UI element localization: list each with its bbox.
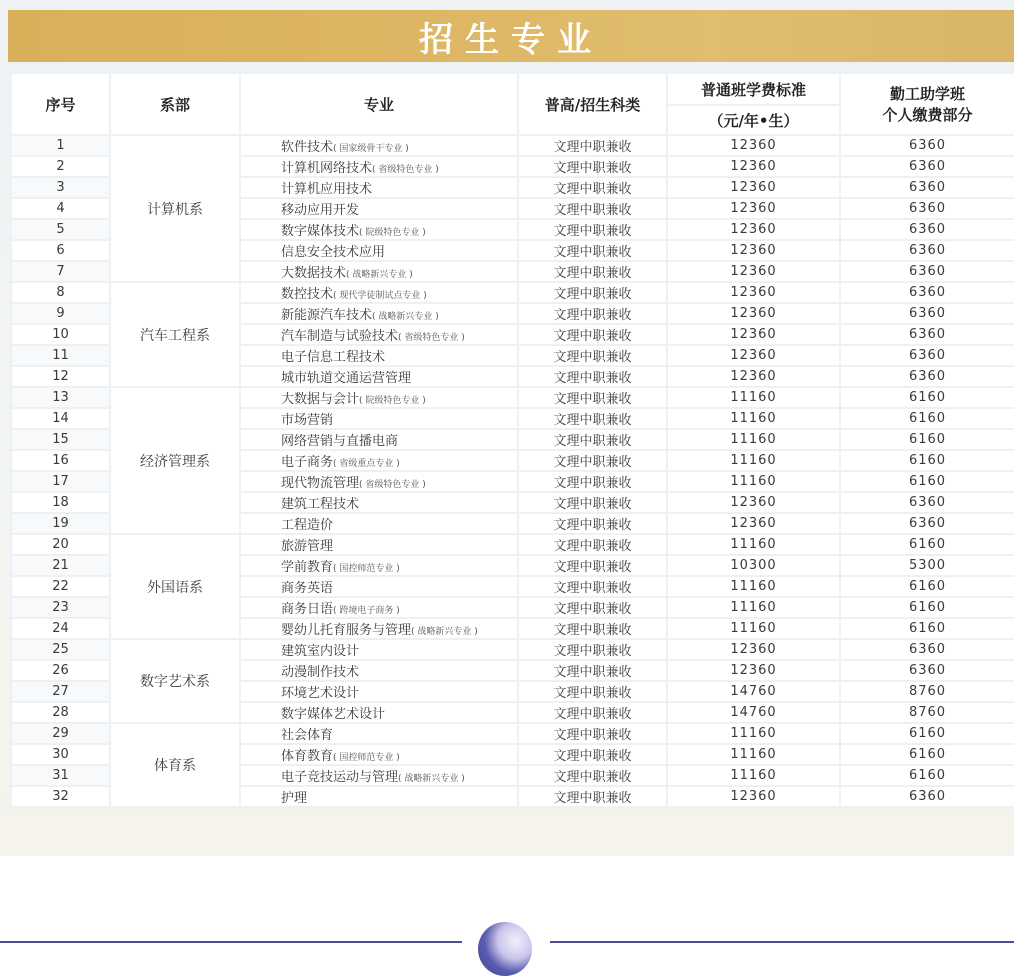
major-cell [240, 618, 518, 639]
tuition-cell: 11160 [667, 408, 840, 429]
major-cell [240, 282, 518, 303]
major-name: 婴幼儿托育服务与管理 [281, 623, 412, 638]
workstudy-cell: 6160 [840, 723, 1014, 744]
category-cell: 文理中职兼收 [518, 744, 667, 765]
tuition-cell: 14760 [667, 681, 840, 702]
major-cell [240, 303, 518, 324]
major-name: 大数据与会计 [281, 392, 360, 407]
category-cell: 文理中职兼收 [518, 450, 667, 471]
tuition-cell: 12360 [667, 240, 840, 261]
row-index: 12 [11, 366, 110, 387]
tuition-cell: 14760 [667, 702, 840, 723]
major-cell [240, 639, 518, 660]
tuition-cell: 10300 [667, 555, 840, 576]
workstudy-cell: 8760 [840, 702, 1014, 723]
footer-divider-left [0, 941, 462, 943]
row-index: 6 [11, 240, 110, 261]
category-cell: 文理中职兼收 [518, 660, 667, 681]
workstudy-cell: 5300 [840, 555, 1014, 576]
tuition-cell: 11160 [667, 534, 840, 555]
tuition-cell: 12360 [667, 492, 840, 513]
major-note: ( 战略新兴专业 ) [411, 627, 478, 637]
major-note: ( 国控师范专业 ) [333, 564, 400, 574]
category-cell: 文理中职兼收 [518, 240, 667, 261]
department-cell: 经济管理系 [110, 387, 240, 534]
row-index: 18 [11, 492, 110, 513]
major-name: 工程造价 [281, 518, 334, 533]
category-cell: 文理中职兼收 [518, 282, 667, 303]
major-cell [240, 702, 518, 723]
tuition-cell: 12360 [667, 786, 840, 807]
header-workstudy-line2: 个人缴费部分 [882, 106, 973, 124]
category-cell: 文理中职兼收 [518, 135, 667, 156]
tuition-cell: 11160 [667, 597, 840, 618]
category-cell: 文理中职兼收 [518, 261, 667, 282]
tuition-cell: 12360 [667, 303, 840, 324]
workstudy-cell: 6160 [840, 387, 1014, 408]
table-row [11, 534, 1014, 555]
majors-table [10, 72, 1014, 808]
row-index: 16 [11, 450, 110, 471]
row-index: 30 [11, 744, 110, 765]
row-index: 15 [11, 429, 110, 450]
row-index: 26 [11, 660, 110, 681]
tuition-cell: 11160 [667, 744, 840, 765]
footer-ornament [478, 922, 532, 976]
workstudy-cell: 6360 [840, 513, 1014, 534]
workstudy-cell: 6160 [840, 597, 1014, 618]
workstudy-cell: 6160 [840, 471, 1014, 492]
major-name: 学前教育 [281, 560, 334, 575]
category-cell: 文理中职兼收 [518, 303, 667, 324]
major-note: ( 省级特色专业 ) [398, 333, 465, 343]
major-name: 体育教育 [281, 749, 334, 764]
header-category: 普高/招生科类 [518, 73, 667, 135]
tuition-cell: 12360 [667, 219, 840, 240]
major-note: ( 国控师范专业 ) [333, 753, 400, 763]
workstudy-cell: 6360 [840, 261, 1014, 282]
workstudy-cell: 6360 [840, 303, 1014, 324]
workstudy-cell: 6360 [840, 282, 1014, 303]
category-cell: 文理中职兼收 [518, 324, 667, 345]
row-index: 10 [11, 324, 110, 345]
major-note: ( 跨境电子商务 ) [333, 606, 400, 616]
workstudy-cell: 6360 [840, 324, 1014, 345]
major-name: 动漫制作技术 [281, 665, 360, 680]
tuition-cell: 12360 [667, 261, 840, 282]
major-cell [240, 429, 518, 450]
category-cell: 文理中职兼收 [518, 408, 667, 429]
header-tuition: 普通班学费标准 [667, 73, 840, 105]
workstudy-cell: 6360 [840, 345, 1014, 366]
row-index: 1 [11, 135, 110, 156]
table-row [11, 723, 1014, 744]
row-index: 29 [11, 723, 110, 744]
major-name: 电子竞技运动与管理 [281, 770, 399, 785]
major-note: ( 战略新兴专业 ) [346, 270, 413, 280]
category-cell: 文理中职兼收 [518, 618, 667, 639]
tuition-cell: 12360 [667, 135, 840, 156]
major-name: 建筑工程技术 [281, 497, 360, 512]
department-cell: 外国语系 [110, 534, 240, 639]
header-index: 序号 [11, 73, 110, 135]
major-name: 商务英语 [281, 581, 334, 596]
major-note: ( 战略新兴专业 ) [372, 312, 439, 322]
major-cell [240, 492, 518, 513]
major-cell [240, 471, 518, 492]
tuition-cell: 11160 [667, 429, 840, 450]
workstudy-cell: 6160 [840, 576, 1014, 597]
category-cell: 文理中职兼收 [518, 702, 667, 723]
workstudy-cell: 6160 [840, 534, 1014, 555]
workstudy-cell: 6160 [840, 765, 1014, 786]
category-cell: 文理中职兼收 [518, 681, 667, 702]
tuition-cell: 12360 [667, 198, 840, 219]
category-cell: 文理中职兼收 [518, 177, 667, 198]
table-row [11, 639, 1014, 660]
workstudy-cell: 8760 [840, 681, 1014, 702]
table-body [11, 135, 1014, 807]
tuition-cell: 12360 [667, 639, 840, 660]
table-row [11, 282, 1014, 303]
major-cell [240, 177, 518, 198]
major-note: ( 院级特色专业 ) [359, 396, 426, 406]
department-cell: 计算机系 [110, 135, 240, 282]
category-cell: 文理中职兼收 [518, 156, 667, 177]
tuition-cell: 12360 [667, 513, 840, 534]
major-cell [240, 324, 518, 345]
major-cell [240, 534, 518, 555]
row-index: 8 [11, 282, 110, 303]
major-name: 网络营销与直播电商 [281, 434, 399, 449]
row-index: 28 [11, 702, 110, 723]
category-cell: 文理中职兼收 [518, 555, 667, 576]
table-row [11, 135, 1014, 156]
major-name: 数字媒体技术 [281, 224, 360, 239]
major-name: 电子商务 [281, 455, 334, 470]
major-name: 数控技术 [281, 287, 334, 302]
major-name: 旅游管理 [281, 539, 334, 554]
major-cell [240, 744, 518, 765]
category-cell: 文理中职兼收 [518, 198, 667, 219]
major-cell [240, 261, 518, 282]
major-cell [240, 156, 518, 177]
tuition-cell: 11160 [667, 471, 840, 492]
major-name: 移动应用开发 [281, 203, 360, 218]
workstudy-cell: 6160 [840, 429, 1014, 450]
category-cell: 文理中职兼收 [518, 723, 667, 744]
header-workstudy [840, 73, 1014, 135]
workstudy-cell: 6360 [840, 786, 1014, 807]
category-cell: 文理中职兼收 [518, 765, 667, 786]
major-cell [240, 198, 518, 219]
workstudy-cell: 6360 [840, 156, 1014, 177]
workstudy-cell: 6360 [840, 366, 1014, 387]
header-major: 专业 [240, 73, 518, 135]
category-cell: 文理中职兼收 [518, 471, 667, 492]
major-name: 软件技术 [281, 140, 334, 155]
workstudy-cell: 6360 [840, 639, 1014, 660]
header-tuition-unit: （元/年•生） [667, 105, 840, 135]
tuition-cell: 11160 [667, 618, 840, 639]
category-cell: 文理中职兼收 [518, 429, 667, 450]
row-index: 22 [11, 576, 110, 597]
major-cell [240, 345, 518, 366]
category-cell: 文理中职兼收 [518, 513, 667, 534]
row-index: 32 [11, 786, 110, 807]
major-name: 信息安全技术应用 [281, 245, 386, 260]
department-cell: 汽车工程系 [110, 282, 240, 387]
row-index: 2 [11, 156, 110, 177]
major-cell [240, 450, 518, 471]
tuition-cell: 11160 [667, 387, 840, 408]
footer-divider-right [550, 941, 1014, 943]
major-cell [240, 576, 518, 597]
major-name: 大数据技术 [281, 266, 347, 281]
major-cell [240, 240, 518, 261]
row-index: 20 [11, 534, 110, 555]
major-name: 计算机网络技术 [281, 161, 373, 176]
major-cell [240, 681, 518, 702]
department-cell: 数字艺术系 [110, 639, 240, 723]
row-index: 13 [11, 387, 110, 408]
row-index: 19 [11, 513, 110, 534]
major-cell [240, 366, 518, 387]
tuition-cell: 12360 [667, 345, 840, 366]
major-cell [240, 408, 518, 429]
row-index: 23 [11, 597, 110, 618]
workstudy-cell: 6360 [840, 198, 1014, 219]
category-cell: 文理中职兼收 [518, 366, 667, 387]
row-index: 4 [11, 198, 110, 219]
tuition-cell: 12360 [667, 324, 840, 345]
major-note: ( 院级特色专业 ) [359, 228, 426, 238]
tuition-cell: 12360 [667, 156, 840, 177]
category-cell: 文理中职兼收 [518, 219, 667, 240]
major-cell [240, 219, 518, 240]
header-dept: 系部 [110, 73, 240, 135]
tuition-cell: 12360 [667, 366, 840, 387]
row-index: 24 [11, 618, 110, 639]
workstudy-cell: 6360 [840, 660, 1014, 681]
major-note: ( 省级特色专业 ) [359, 480, 426, 490]
major-cell [240, 513, 518, 534]
workstudy-cell: 6160 [840, 744, 1014, 765]
major-name: 市场营销 [281, 413, 334, 428]
major-name: 电子信息工程技术 [281, 350, 386, 365]
row-index: 9 [11, 303, 110, 324]
major-name: 汽车制造与试验技术 [281, 329, 399, 344]
table-row [11, 387, 1014, 408]
page-title: 招生专业 [419, 19, 603, 60]
workstudy-cell: 6160 [840, 450, 1014, 471]
tuition-cell: 11160 [667, 450, 840, 471]
major-note: ( 省级特色专业 ) [372, 165, 439, 175]
tuition-cell: 11160 [667, 765, 840, 786]
major-cell [240, 765, 518, 786]
row-index: 21 [11, 555, 110, 576]
workstudy-cell: 6360 [840, 240, 1014, 261]
category-cell: 文理中职兼收 [518, 492, 667, 513]
major-cell [240, 786, 518, 807]
major-name: 城市轨道交通运营管理 [281, 371, 412, 386]
row-index: 3 [11, 177, 110, 198]
category-cell: 文理中职兼收 [518, 576, 667, 597]
major-note: ( 战略新兴专业 ) [398, 774, 465, 784]
major-note: ( 省级重点专业 ) [333, 459, 400, 469]
major-cell [240, 135, 518, 156]
tuition-cell: 11160 [667, 723, 840, 744]
tuition-cell: 12360 [667, 660, 840, 681]
major-note: ( 现代学徒制试点专业 ) [333, 291, 427, 301]
workstudy-cell: 6360 [840, 177, 1014, 198]
header-workstudy-line1: 勤工助学班 [889, 85, 965, 103]
category-cell: 文理中职兼收 [518, 387, 667, 408]
tuition-cell: 12360 [667, 282, 840, 303]
category-cell: 文理中职兼收 [518, 534, 667, 555]
major-cell [240, 387, 518, 408]
department-cell: 体育系 [110, 723, 240, 807]
major-name: 现代物流管理 [281, 476, 360, 491]
row-index: 11 [11, 345, 110, 366]
workstudy-cell: 6160 [840, 618, 1014, 639]
major-name: 数字媒体艺术设计 [281, 707, 386, 722]
major-cell [240, 660, 518, 681]
row-index: 27 [11, 681, 110, 702]
major-name: 护理 [281, 791, 308, 806]
major-note: ( 国家级骨干专业 ) [333, 144, 409, 154]
row-index: 14 [11, 408, 110, 429]
major-name: 建筑室内设计 [281, 644, 360, 659]
tuition-cell: 12360 [667, 177, 840, 198]
title-banner [8, 10, 1014, 62]
major-name: 社会体育 [281, 728, 334, 743]
category-cell: 文理中职兼收 [518, 786, 667, 807]
major-cell [240, 597, 518, 618]
major-cell [240, 723, 518, 744]
major-name: 环境艺术设计 [281, 686, 360, 701]
major-cell [240, 555, 518, 576]
workstudy-cell: 6160 [840, 408, 1014, 429]
row-index: 31 [11, 765, 110, 786]
major-name: 计算机应用技术 [281, 182, 373, 197]
workstudy-cell: 6360 [840, 135, 1014, 156]
category-cell: 文理中职兼收 [518, 345, 667, 366]
row-index: 17 [11, 471, 110, 492]
major-name: 新能源汽车技术 [281, 308, 373, 323]
row-index: 25 [11, 639, 110, 660]
category-cell: 文理中职兼收 [518, 597, 667, 618]
workstudy-cell: 6360 [840, 219, 1014, 240]
row-index: 5 [11, 219, 110, 240]
category-cell: 文理中职兼收 [518, 639, 667, 660]
workstudy-cell: 6360 [840, 492, 1014, 513]
row-index: 7 [11, 261, 110, 282]
major-name: 商务日语 [281, 602, 334, 617]
tuition-cell: 11160 [667, 576, 840, 597]
